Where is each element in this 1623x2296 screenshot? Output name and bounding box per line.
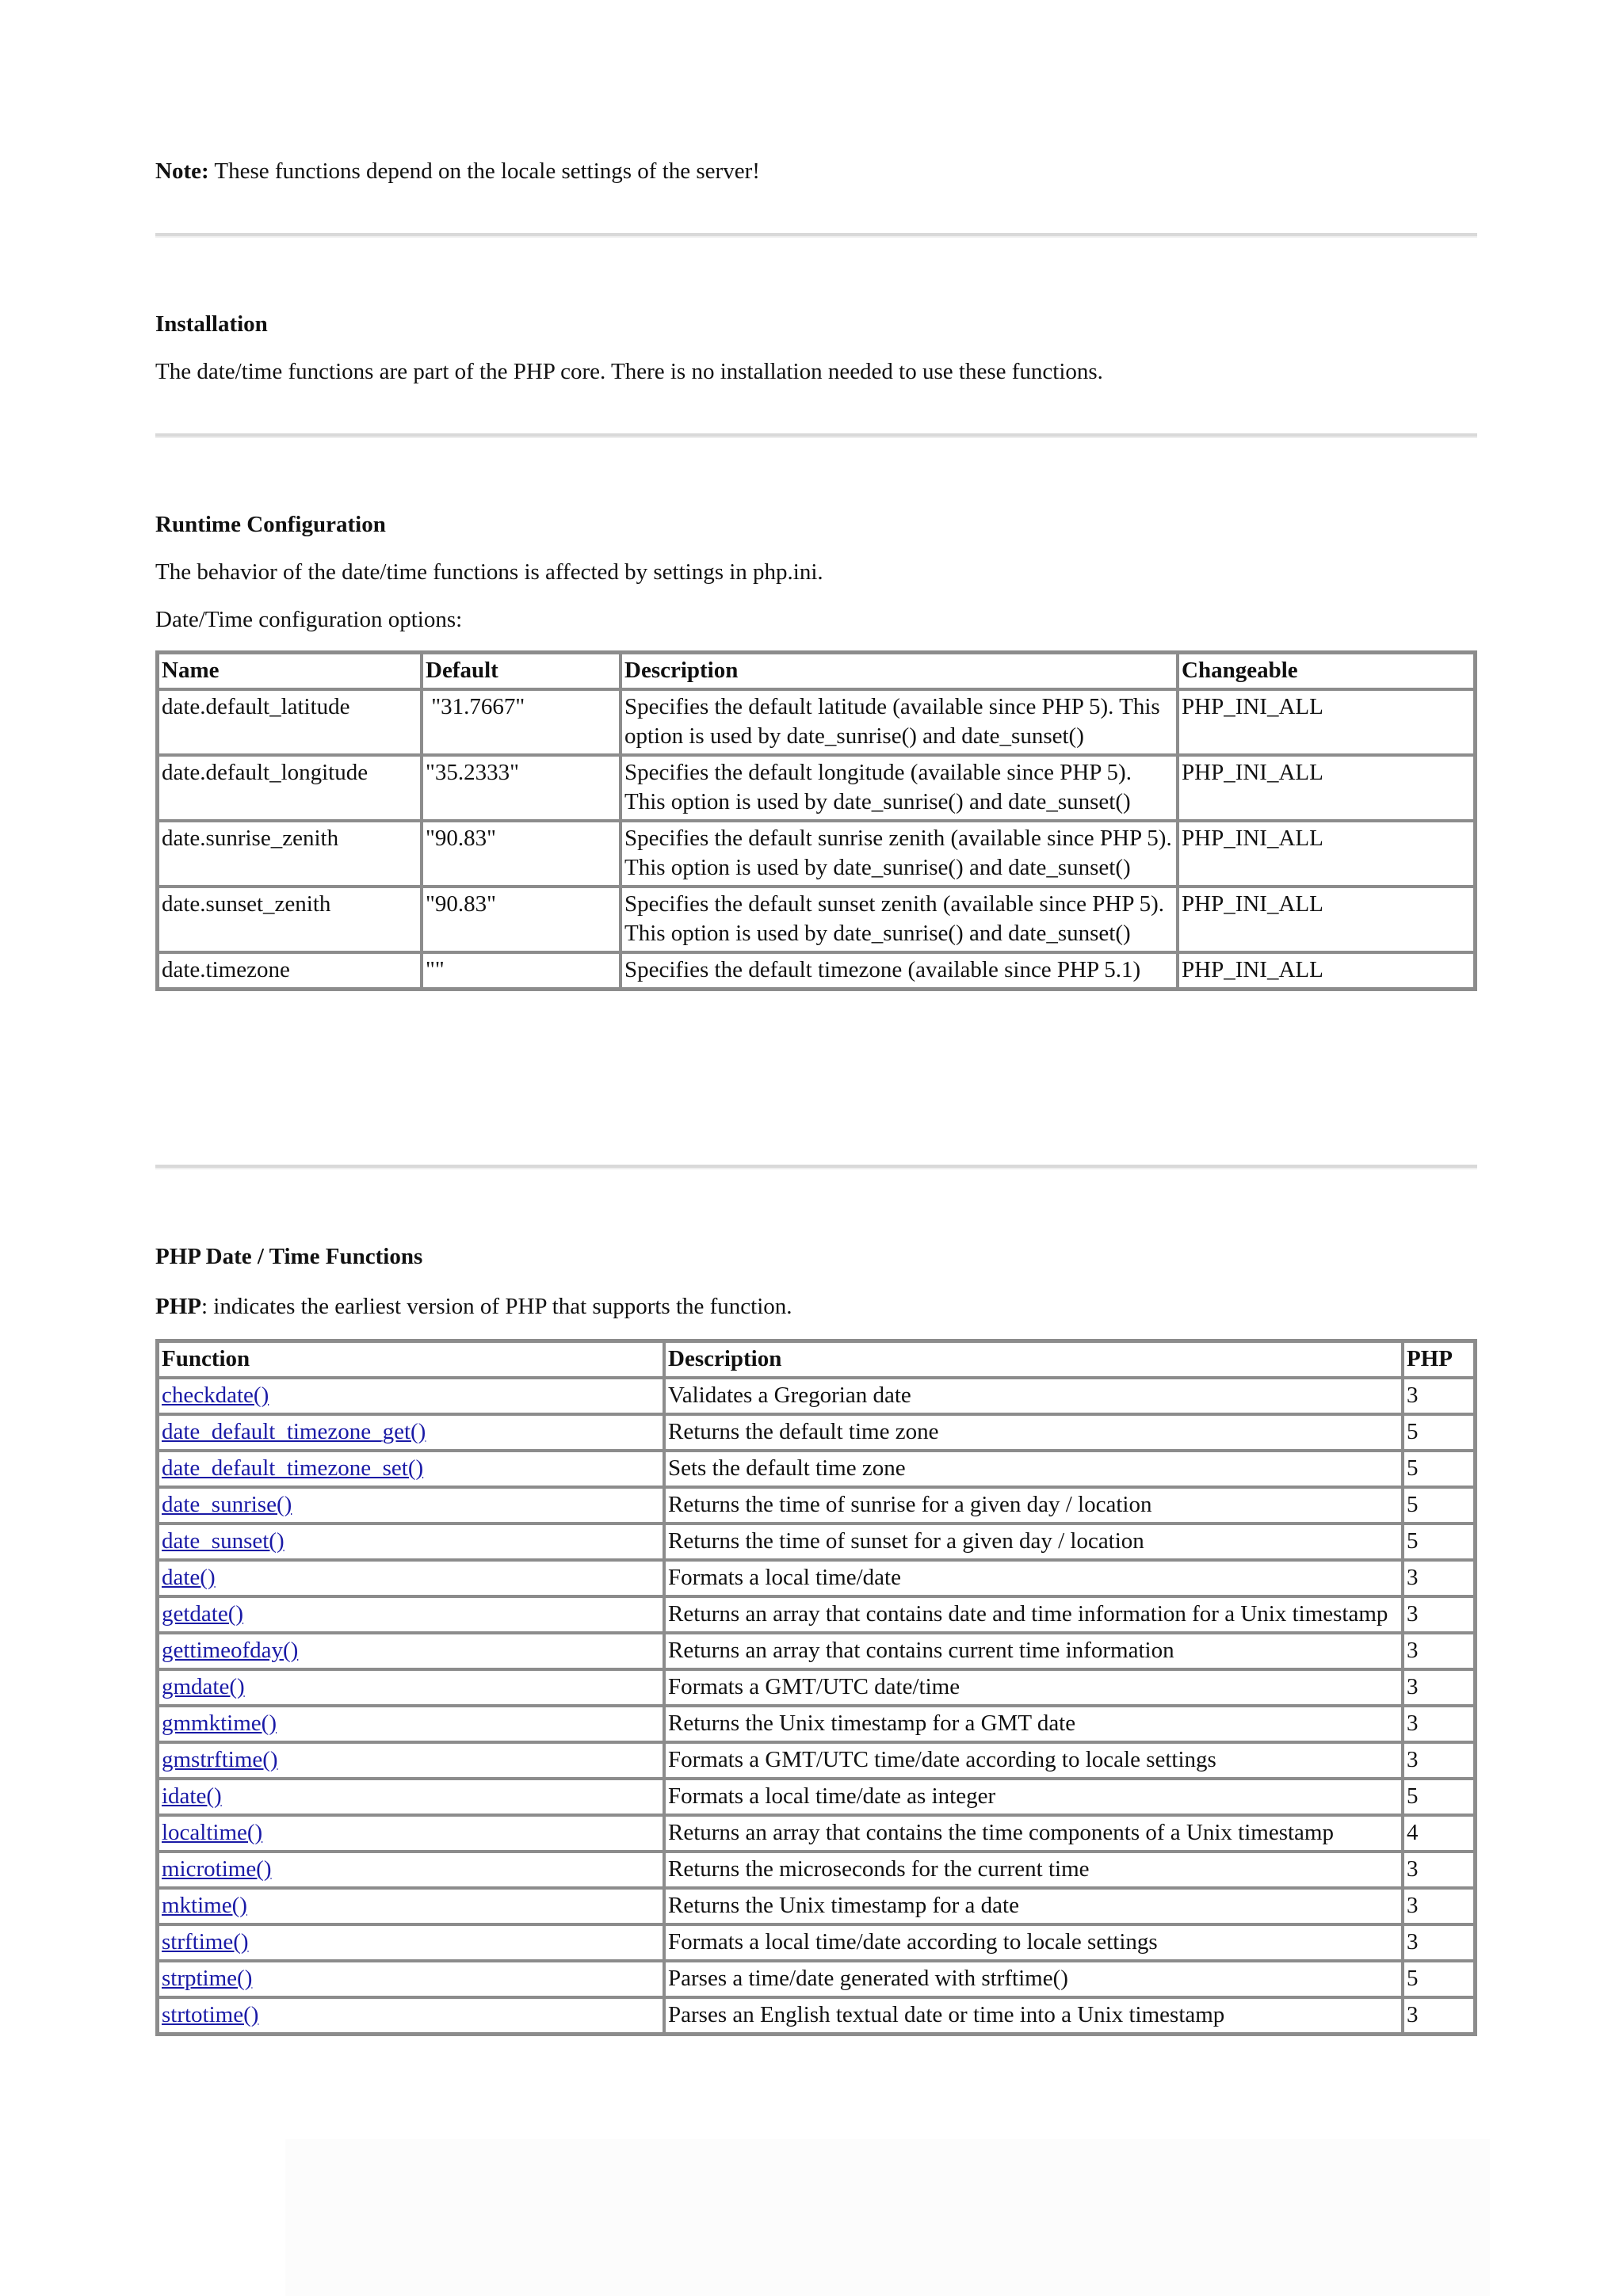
config-row bbox=[158, 887, 1475, 952]
config-changeable-cell: PHP_INI_ALL bbox=[1178, 887, 1475, 952]
functions-header-row bbox=[158, 1341, 1475, 1378]
runtime-heading: Runtime Configuration bbox=[155, 512, 386, 537]
php-note-text: : indicates the earliest version of PHP that supports the function. bbox=[201, 1294, 792, 1319]
config-description-cell: Specifies the default latitude (available since PHP 5). This option is used by date_sunrise() and date_sunset() bbox=[621, 689, 1178, 755]
function-row bbox=[158, 1888, 1475, 1924]
function-description-cell: Formats a GMT/UTC time/date according to locale settings bbox=[664, 1742, 1403, 1779]
function-link[interactable]: localtime() bbox=[162, 1820, 263, 1845]
function-description-cell: Returns the time of sunrise for a given day / location bbox=[664, 1487, 1403, 1524]
function-name-cell bbox=[158, 1633, 664, 1669]
function-name-cell bbox=[158, 1378, 664, 1414]
function-php-version-cell: 3 bbox=[1403, 1924, 1475, 1961]
function-description-cell: Formats a local time/date bbox=[664, 1560, 1403, 1596]
function-name-cell bbox=[158, 1924, 664, 1961]
function-row bbox=[158, 1414, 1475, 1451]
function-name-cell bbox=[158, 1779, 664, 1815]
function-name-cell bbox=[158, 1888, 664, 1924]
php-label: PHP bbox=[155, 1294, 201, 1319]
function-row bbox=[158, 1924, 1475, 1961]
config-row bbox=[158, 821, 1475, 887]
function-row bbox=[158, 1706, 1475, 1742]
function-link[interactable]: date_sunset() bbox=[162, 1528, 285, 1554]
functions-php-note bbox=[155, 1292, 1477, 1322]
function-php-version-cell: 5 bbox=[1403, 1779, 1475, 1815]
page-bottom-shade bbox=[285, 2139, 1490, 2296]
function-php-version-cell: 3 bbox=[1403, 1852, 1475, 1888]
runtime-text-2: Date/Time configuration options: bbox=[155, 607, 463, 632]
function-php-version-cell: 3 bbox=[1403, 1888, 1475, 1924]
note-label: Note: bbox=[155, 158, 209, 184]
fn-col-php: PHP bbox=[1403, 1341, 1475, 1378]
functions-heading: PHP Date / Time Functions bbox=[155, 1244, 423, 1269]
separator-1 bbox=[155, 233, 1477, 238]
config-table bbox=[155, 650, 1477, 991]
function-name-cell bbox=[158, 1451, 664, 1487]
function-link[interactable]: gmdate() bbox=[162, 1674, 245, 1699]
config-description-cell: Specifies the default longitude (available since PHP 5). This option is used by date_sunrise() and date_sunset() bbox=[621, 755, 1178, 821]
function-description-cell: Returns an array that contains the time components of a Unix timestamp bbox=[664, 1815, 1403, 1852]
config-changeable-cell: PHP_INI_ALL bbox=[1178, 755, 1475, 821]
function-name-cell bbox=[158, 1414, 664, 1451]
function-link[interactable]: date_default_timezone_set() bbox=[162, 1455, 424, 1481]
config-row bbox=[158, 689, 1475, 755]
function-row bbox=[158, 1852, 1475, 1888]
function-link[interactable]: date() bbox=[162, 1565, 216, 1590]
function-description-cell: Returns the default time zone bbox=[664, 1414, 1403, 1451]
function-description-cell: Returns the Unix timestamp for a date bbox=[664, 1888, 1403, 1924]
function-php-version-cell: 3 bbox=[1403, 1669, 1475, 1706]
installation-heading: Installation bbox=[155, 311, 268, 337]
function-row bbox=[158, 1560, 1475, 1596]
function-php-version-cell: 3 bbox=[1403, 1706, 1475, 1742]
function-row bbox=[158, 1487, 1475, 1524]
function-link[interactable]: strtotime() bbox=[162, 2002, 259, 2027]
config-name-cell: date.default_latitude bbox=[158, 689, 422, 755]
function-description-cell: Parses an English textual date or time into a Unix timestamp bbox=[664, 1997, 1403, 2034]
function-description-cell: Returns an array that contains date and time information for a Unix timestamp bbox=[664, 1596, 1403, 1633]
config-row bbox=[158, 952, 1475, 989]
config-changeable-cell: PHP_INI_ALL bbox=[1178, 952, 1475, 989]
function-name-cell bbox=[158, 1815, 664, 1852]
function-name-cell bbox=[158, 1706, 664, 1742]
function-description-cell: Returns an array that contains current time information bbox=[664, 1633, 1403, 1669]
config-description-cell: Specifies the default sunrise zenith (available since PHP 5). This option is used by date_sunrise() and date_sunset() bbox=[621, 821, 1178, 887]
config-default-cell: "31.7667" bbox=[422, 689, 621, 755]
fn-col-description: Description bbox=[664, 1341, 1403, 1378]
note-text: These functions depend on the locale settings of the server! bbox=[208, 158, 760, 184]
function-description-cell: Formats a local time/date according to locale settings bbox=[664, 1924, 1403, 1961]
function-link[interactable]: idate() bbox=[162, 1783, 222, 1809]
function-php-version-cell: 3 bbox=[1403, 1560, 1475, 1596]
function-row bbox=[158, 1815, 1475, 1852]
function-php-version-cell: 5 bbox=[1403, 1451, 1475, 1487]
function-name-cell bbox=[158, 1487, 664, 1524]
function-link[interactable]: strftime() bbox=[162, 1929, 249, 1955]
config-row bbox=[158, 755, 1475, 821]
function-link[interactable]: gettimeofday() bbox=[162, 1638, 299, 1663]
function-name-cell bbox=[158, 1997, 664, 2034]
config-changeable-cell: PHP_INI_ALL bbox=[1178, 689, 1475, 755]
function-description-cell: Returns the time of sunset for a given day / location bbox=[664, 1524, 1403, 1560]
function-php-version-cell: 3 bbox=[1403, 1378, 1475, 1414]
function-link[interactable]: date_sunrise() bbox=[162, 1492, 292, 1517]
function-description-cell: Returns the microseconds for the current time bbox=[664, 1852, 1403, 1888]
config-name-cell: date.sunrise_zenith bbox=[158, 821, 422, 887]
function-description-cell: Formats a GMT/UTC date/time bbox=[664, 1669, 1403, 1706]
function-link[interactable]: mktime() bbox=[162, 1893, 247, 1918]
function-description-cell: Returns the Unix timestamp for a GMT date bbox=[664, 1706, 1403, 1742]
function-name-cell bbox=[158, 1852, 664, 1888]
function-description-cell: Parses a time/date generated with strftime() bbox=[664, 1961, 1403, 1997]
config-header-row bbox=[158, 653, 1475, 689]
function-php-version-cell: 5 bbox=[1403, 1414, 1475, 1451]
function-name-cell bbox=[158, 1596, 664, 1633]
function-row bbox=[158, 1669, 1475, 1706]
config-default-cell: "90.83" bbox=[422, 887, 621, 952]
separator-3 bbox=[155, 1165, 1477, 1169]
function-row bbox=[158, 1633, 1475, 1669]
function-php-version-cell: 5 bbox=[1403, 1961, 1475, 1997]
function-link[interactable]: date_default_timezone_get() bbox=[162, 1419, 426, 1444]
function-php-version-cell: 3 bbox=[1403, 1742, 1475, 1779]
function-name-cell bbox=[158, 1961, 664, 1997]
function-row bbox=[158, 1596, 1475, 1633]
function-php-version-cell: 3 bbox=[1403, 1596, 1475, 1633]
function-description-cell: Validates a Gregorian date bbox=[664, 1378, 1403, 1414]
function-php-version-cell: 5 bbox=[1403, 1524, 1475, 1560]
installation-text: The date/time functions are part of the PHP core. There is no installation needed to use these functions. bbox=[155, 359, 1103, 384]
function-link[interactable]: gmmktime() bbox=[162, 1711, 277, 1736]
function-link[interactable]: getdate() bbox=[162, 1601, 244, 1627]
config-col-default: Default bbox=[422, 653, 621, 689]
function-php-version-cell: 4 bbox=[1403, 1815, 1475, 1852]
config-changeable-cell: PHP_INI_ALL bbox=[1178, 821, 1475, 887]
runtime-text-1: The behavior of the date/time functions is affected by settings in php.ini. bbox=[155, 559, 823, 585]
config-description-cell: Specifies the default timezone (available since PHP 5.1) bbox=[621, 952, 1178, 989]
config-name-cell: date.sunset_zenith bbox=[158, 887, 422, 952]
function-name-cell bbox=[158, 1524, 664, 1560]
separator-2 bbox=[155, 433, 1477, 438]
function-name-cell bbox=[158, 1742, 664, 1779]
function-php-version-cell: 3 bbox=[1403, 1997, 1475, 2034]
function-php-version-cell: 5 bbox=[1403, 1487, 1475, 1524]
function-row bbox=[158, 1779, 1475, 1815]
config-col-changeable: Changeable bbox=[1178, 653, 1475, 689]
function-link[interactable]: gmstrftime() bbox=[162, 1747, 278, 1772]
function-link[interactable]: microtime() bbox=[162, 1856, 272, 1882]
function-description-cell: Sets the default time zone bbox=[664, 1451, 1403, 1487]
function-link[interactable]: strptime() bbox=[162, 1966, 253, 1991]
config-name-cell: date.default_longitude bbox=[158, 755, 422, 821]
function-php-version-cell: 3 bbox=[1403, 1633, 1475, 1669]
function-name-cell bbox=[158, 1669, 664, 1706]
config-default-cell: "90.83" bbox=[422, 821, 621, 887]
config-description-cell: Specifies the default sunset zenith (available since PHP 5). This option is used by date_sunrise() and date_sunset() bbox=[621, 887, 1178, 952]
config-name-cell: date.timezone bbox=[158, 952, 422, 989]
functions-table bbox=[155, 1339, 1477, 2036]
function-row bbox=[158, 1742, 1475, 1779]
config-default-cell: "35.2333" bbox=[422, 755, 621, 821]
note-paragraph bbox=[155, 157, 1477, 186]
function-row bbox=[158, 1961, 1475, 1997]
function-row bbox=[158, 1524, 1475, 1560]
config-col-description: Description bbox=[621, 653, 1178, 689]
function-row bbox=[158, 1997, 1475, 2034]
fn-col-function: Function bbox=[158, 1341, 664, 1378]
function-name-cell bbox=[158, 1560, 664, 1596]
function-row bbox=[158, 1451, 1475, 1487]
function-description-cell: Formats a local time/date as integer bbox=[664, 1779, 1403, 1815]
config-col-name: Name bbox=[158, 653, 422, 689]
config-default-cell: "" bbox=[422, 952, 621, 989]
function-link[interactable]: checkdate() bbox=[162, 1383, 269, 1408]
function-row bbox=[158, 1378, 1475, 1414]
